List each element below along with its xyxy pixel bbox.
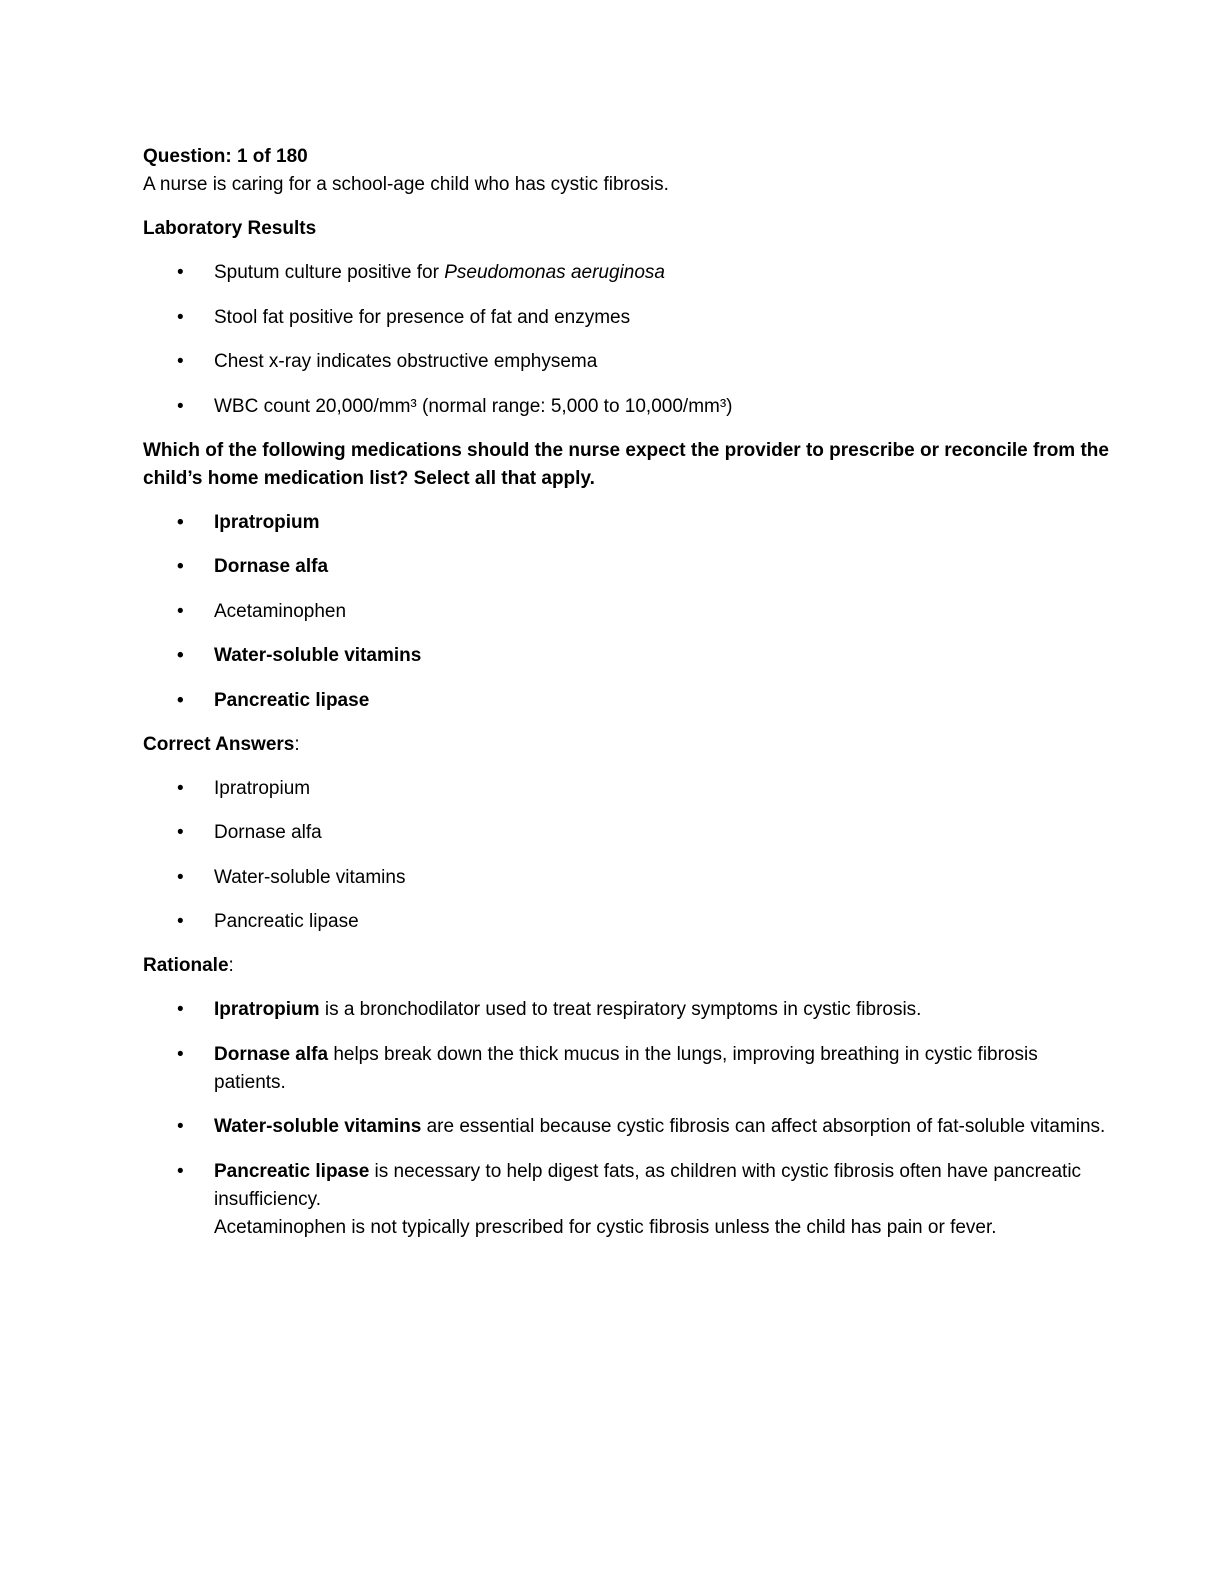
list-item: • WBC count 20,000/mm³ (normal range: 5,000 to 10,000/mm³) bbox=[143, 393, 1143, 421]
list-item: • Stool fat positive for presence of fat and enzymes bbox=[143, 304, 1143, 332]
heading-text: Correct Answers bbox=[143, 733, 295, 755]
option-water-soluble-vitamins: • Water-soluble vitamins bbox=[143, 642, 1143, 670]
question-stem: A nurse is caring for a school-age child who has cystic fibrosis. bbox=[143, 174, 669, 195]
lab-results-list bbox=[143, 259, 1143, 421]
rationale-text: is necessary to help digest fats, as children with cystic fibrosis often have pancreatic bbox=[369, 1160, 1082, 1182]
question-number: Question: 1 of 180 bbox=[143, 146, 308, 167]
heading-colon: : bbox=[228, 955, 234, 976]
list-item: • Chest x-ray indicates obstructive emphysema bbox=[143, 348, 1143, 376]
list-item: • Water-soluble vitamins bbox=[143, 864, 1143, 892]
rationale-term: Ipratropium bbox=[214, 999, 320, 1020]
rationale-text: insufficiency. bbox=[214, 1188, 322, 1210]
list-item: • Ipratropium bbox=[143, 775, 1143, 803]
list-item: • Dornase alfa bbox=[143, 819, 1143, 847]
organism-name: Pseudomonas aeruginosa bbox=[444, 262, 665, 283]
rationale-text: are essential because cystic fibrosis can affect absorption of fat-soluble vitamins. bbox=[421, 1116, 1106, 1137]
correct-answers-heading bbox=[143, 731, 1143, 759]
question-line: child’s home medication list? Select all that apply. bbox=[143, 467, 595, 489]
rationale-term: Dornase alfa bbox=[214, 1043, 329, 1065]
rationale-item bbox=[143, 1158, 1143, 1242]
rationale-heading bbox=[143, 952, 1143, 980]
option-acetaminophen: • Acetaminophen bbox=[143, 598, 1143, 626]
rationale-item bbox=[143, 996, 1143, 1024]
rationale-note: Acetaminophen is not typically prescribed for cystic fibrosis unless the child has pain or fever. bbox=[214, 1216, 997, 1238]
rationale-item bbox=[143, 1041, 1143, 1097]
heading-colon: : bbox=[294, 733, 300, 755]
correct-answers-list bbox=[143, 775, 1143, 937]
page-content bbox=[143, 143, 1143, 1242]
list-item: • Pancreatic lipase bbox=[143, 908, 1143, 936]
rationale-term: Water-soluble vitamins bbox=[214, 1116, 422, 1137]
rationale-text: is a bronchodilator used to treat respiratory symptoms in cystic fibrosis. bbox=[319, 999, 922, 1020]
lab-item-text: Sputum culture positive for bbox=[214, 262, 445, 283]
rationale-text: patients. bbox=[214, 1071, 286, 1093]
rationale-text: helps break down the thick mucus in the lungs, improving breathing in cystic fibrosis bbox=[328, 1043, 1038, 1065]
heading-text: Rationale bbox=[143, 955, 229, 976]
option-ipratropium: • Ipratropium bbox=[143, 509, 1143, 537]
rationale-list bbox=[143, 996, 1143, 1242]
rationale-term: Pancreatic lipase bbox=[214, 1160, 370, 1182]
rationale-item bbox=[143, 1113, 1143, 1141]
list-item bbox=[143, 259, 1143, 287]
answer-options bbox=[143, 509, 1143, 715]
option-pancreatic-lipase: • Pancreatic lipase bbox=[143, 687, 1143, 715]
lab-results-heading: Laboratory Results bbox=[143, 218, 317, 239]
question-prompt bbox=[143, 437, 1143, 493]
option-dornase-alfa: • Dornase alfa bbox=[143, 553, 1143, 581]
question-line: Which of the following medications should the nurse expect the provider to prescribe or reconcile from the bbox=[143, 439, 1109, 461]
